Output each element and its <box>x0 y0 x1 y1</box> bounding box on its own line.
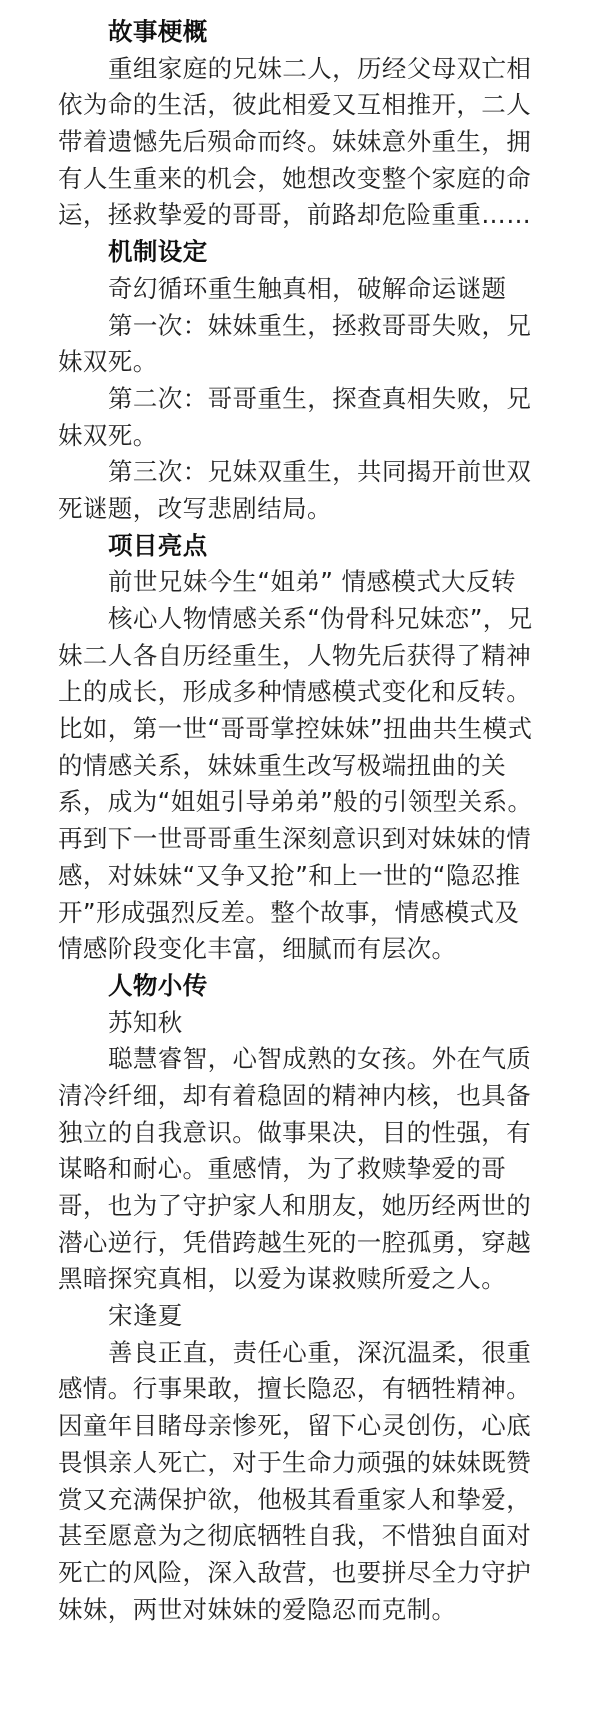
text-line: 甚至愿意为之彻底牺牲自我，不惜独自面对 <box>58 1521 532 1551</box>
text-line: 妹妹，两世对妹妹的爱隐忍而克制。 <box>58 1594 457 1624</box>
character-name <box>0 1298 600 1335</box>
text-line: 依为命的生活，彼此相爱又互相推开，二人 <box>58 90 532 120</box>
section-highlights <box>0 528 600 968</box>
text-line: 潜心逆行，凭借跨越生死的一腔孤勇，穿越 <box>58 1227 532 1257</box>
text-line: 情感阶段变化丰富，细腻而有层次。 <box>58 934 457 964</box>
section-heading: 项目亮点 <box>108 530 208 560</box>
text-line: 赏又充满保护欲，他极其看重家人和挚爱， <box>58 1484 532 1514</box>
section-story-summary <box>0 14 600 234</box>
text-line: 黑暗探究真相，以爱为谋救赎所爱之人。 <box>58 1264 507 1294</box>
text-line: 上的成长，形成多种情感模式变化和反转。 <box>58 677 532 707</box>
text-line: 运，拯救挚爱的哥哥，前路却危险重重…… <box>58 200 532 230</box>
text-line: 谋略和耐心。重感情，为了救赎挚爱的哥 <box>58 1154 507 1184</box>
text-line: 苏知秋 <box>108 1007 183 1037</box>
text-line: 核心人物情感关系“伪骨科兄妹恋”，兄 <box>108 604 533 633</box>
paragraph <box>0 1335 600 1629</box>
text-line: 死亡的风险，深入敌营，也要拼尽全力守护 <box>58 1557 532 1587</box>
section-heading: 机制设定 <box>108 237 208 267</box>
paragraph <box>0 51 600 234</box>
text-line: 比如，第一世“哥哥掌控妹妹”扭曲共生模式 <box>58 714 533 744</box>
paragraph <box>0 381 600 454</box>
section-heading: 故事梗概 <box>108 17 208 46</box>
text-line: 死谜题，改写悲剧结局。 <box>58 493 332 523</box>
text-line: 感情。行事果敢，擅长隐忍，有牺牲精神。 <box>58 1374 532 1404</box>
section-mechanism <box>0 234 600 528</box>
text-line: 宋逢夏 <box>108 1301 183 1331</box>
text-line: 因童年目睹母亲惨死，留下心灵创伤，心底 <box>58 1411 532 1441</box>
text-line: 第二次：哥哥重生，探查真相失败，兄 <box>108 383 532 413</box>
text-line: 系，成为“姐姐引导弟弟”般的引领型关系。 <box>58 787 533 817</box>
text-line: 聪慧睿智，心智成熟的女孩。外在气质 <box>108 1044 532 1074</box>
text-line: 清冷纤细，却有着稳固的精神内核，也具备 <box>58 1080 532 1110</box>
paragraph <box>0 308 600 381</box>
text-line: 有人生重来的机会，她想改变整个家庭的命 <box>58 163 532 193</box>
paragraph <box>0 454 600 527</box>
paragraph <box>0 564 600 601</box>
text-line: 第一次：妹妹重生，拯救哥哥失败，兄 <box>108 310 532 340</box>
text-line: 善良正直，责任心重，深沉温柔，很重 <box>108 1337 532 1367</box>
text-line: 独立的自我意识。做事果决，目的性强，有 <box>58 1117 532 1147</box>
text-line: 哥，也为了守护家人和朋友，她历经两世的 <box>58 1191 532 1220</box>
text-line: 重组家庭的兄妹二人，历经父母双亡相 <box>108 53 532 83</box>
section-character-bios <box>0 968 600 1628</box>
paragraph <box>0 601 600 968</box>
character-name <box>0 1005 600 1042</box>
text-line: 带着遗憾先后殒命而终。妹妹意外重生，拥 <box>58 127 532 157</box>
text-line: 妹二人各自历经重生，人物先后获得了精神 <box>58 640 532 670</box>
text-line: 前世兄妹今生“姐弟” 情感模式大反转 <box>108 567 516 597</box>
paragraph <box>0 1041 600 1298</box>
text-line: 妹双死。 <box>58 420 158 450</box>
text-line: 奇幻循环重生触真相，破解命运谜题 <box>108 273 507 303</box>
text-line: 感，对妹妹“又争又抢”和上一世的“隐忍推 <box>58 860 521 890</box>
text-line: 第三次：兄妹双重生，共同揭开前世双 <box>108 457 532 487</box>
text-line: 开”形成强烈反差。整个故事，情感模式及 <box>58 897 520 927</box>
paragraph <box>0 271 600 308</box>
text-line: 的情感关系，妹妹重生改写极端扭曲的关 <box>58 750 507 780</box>
section-heading: 人物小传 <box>108 970 208 1000</box>
text-line: 妹双死。 <box>58 347 158 377</box>
text-line: 畏惧亲人死亡，对于生命力顽强的妹妹既赞 <box>58 1447 532 1477</box>
text-line: 再到下一世哥哥重生深刻意识到对妹妹的情 <box>58 824 532 854</box>
